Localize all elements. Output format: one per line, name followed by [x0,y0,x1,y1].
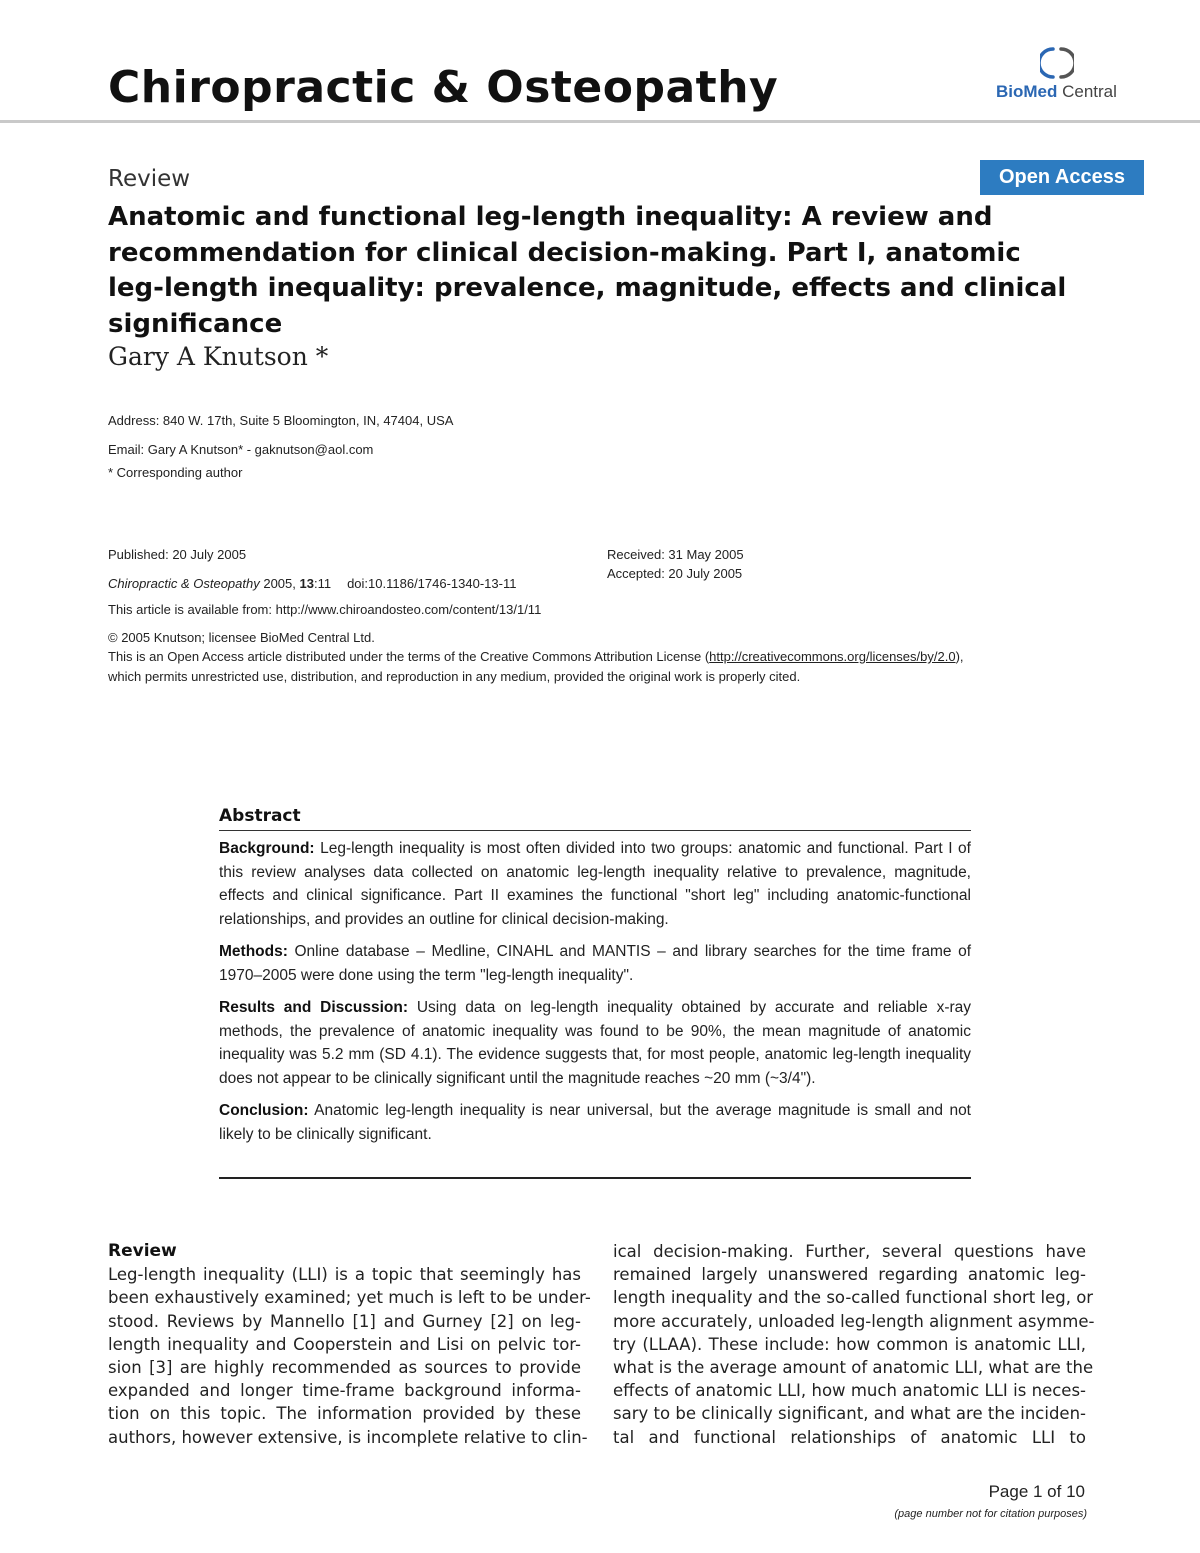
license-text [108,649,964,664]
article-title [108,200,1068,342]
author-email[interactable]: Email: Gary A Knutson* - gaknutson@aol.com [108,442,374,457]
license-prefix: This is an Open Access article distributed under the terms of the Creative Commons Attribution License ( [108,649,710,664]
title-line: recommendation for clinical decision-making. Part I, anatomic [108,237,1021,268]
body-line: length inequality and the so-called functional short leg, or [613,1288,1094,1308]
body-line: what is the average amount of anatomic LLI, what are the [613,1358,1094,1378]
body-line: Leg-length inequality (LLI) is a topic that seemingly has [108,1265,581,1285]
body-line: more accurately, unloaded leg-length alignment asymme- [613,1311,1095,1331]
abstract-text: Using data on leg-length inequality obtained by accurate and reliable x-ray methods, the prevalence of anatomic inequality was found to be 90%, the mean magnitude of anatomic inequality was 5.2 mm (SD 4.1). The evidence suggests that, for most people, anatomic leg-length inequality does not appear to be clinically significant until the magnitude reaches ~20 mm (~3/4"). [219,999,972,1087]
published-date: Published: 20 July 2005 [108,547,247,562]
article-url[interactable]: This article is available from: http://www.chiroandosteo.com/content/13/1/11 [108,602,542,617]
abstract-text: Anatomic leg-length inequality is near universal, but the average magnitude is small and not likely to be clinically significant. [219,1102,971,1143]
page-number: Page 1 of 10 [988,1482,1085,1501]
abstract-background [219,837,971,931]
journal-title: Chiropractic & Osteopathy [108,62,779,113]
title-line: Anatomic and functional leg-length inequality: A review and [108,202,993,232]
publisher-name-bio: BioMed [996,82,1058,101]
body-line: ical decision-making. Further, several questions have [613,1242,1086,1261]
publisher-name [996,82,1117,102]
open-access-badge: Open Access [980,160,1144,195]
received-date: Received: 31 May 2005 [607,547,744,562]
citation-journal: Chiropractic & Osteopathy [108,576,260,591]
abstract-results [219,996,971,1090]
title-line: leg-length inequality: prevalence, magnitude, effects and clinical [108,273,1067,303]
copyright: © 2005 Knutson; licensee BioMed Central Ltd. [108,630,375,645]
body-line: try (LLAA). These include: how common is anatomic LLI, [613,1334,1086,1354]
body-line: tion on this topic. The information provided by these [108,1404,581,1424]
title-line: significance [108,308,283,339]
abstract-bottom-rule [219,1177,971,1179]
body-line: been exhaustively examined; yet much is left to be under- [108,1288,591,1308]
publisher-name-central: Central [1057,82,1117,101]
body-line: authors, however extensive, is incomplete relative to clin- [108,1427,588,1447]
citation-volume: 13 [299,576,314,591]
section-heading: Review [108,1241,177,1261]
license-text-line2: which permits unrestricted use, distribution, and reproduction in any medium, provided the original work is properly cited. [108,669,801,684]
abstract [219,806,971,1155]
abstract-top-rule [219,830,971,831]
license-link[interactable]: http://creativecommons.org/licenses/by/2.0 [709,649,956,664]
body-line: expanded and longer time-frame background informa- [108,1381,581,1401]
abstract-label: Methods: [219,943,288,960]
abstract-heading: Abstract [219,806,301,826]
body-column-right [613,1240,1095,1449]
biomed-swirl-icon [1040,46,1074,80]
article-type: Review [108,166,191,192]
author-address: Address: 840 W. 17th, Suite 5 Bloomington, IN, 47404, USA [108,413,454,428]
corresponding-note: * Corresponding author [108,465,243,480]
body-line: length inequality and Cooperstein and Lisi on pelvic tor- [108,1334,581,1354]
abstract-conclusion [219,1099,971,1146]
abstract-label: Background: [219,840,315,857]
doi[interactable]: doi:10.1186/1746-1340-13-11 [347,576,517,591]
abstract-label: Conclusion: [219,1102,309,1119]
accepted-date: Accepted: 20 July 2005 [607,566,743,581]
citation-issue: :11 [313,576,332,591]
license-suffix: ), [955,649,964,664]
body-column-left [108,1240,591,1449]
author-name: Gary A Knutson * [108,342,329,371]
body-line: stood. Reviews by Mannello [1] and Gurney [2] on leg- [108,1311,581,1331]
body-line: remained largely unanswered regarding anatomic leg- [613,1265,1086,1285]
body-line: tal and functional relationships of anatomic LLI to [613,1427,1086,1447]
abstract-label: Results and Discussion: [219,999,409,1016]
page-number-note: (page number not for citation purposes) [894,1508,1087,1520]
citation-year: 2005, [259,576,300,591]
abstract-text: Leg-length inequality is most often divided into two groups: anatomic and functional. Part I of this review analyses data collected on anatomic leg-length inequality relative to prevalence, magnitude, effects and clinical significance. Part II examines the functional "short leg" including anatomic-functional relationships, and provides an outline for clinical decision-making. [219,840,971,928]
abstract-text: Online database – Medline, CINAHL and MANTIS – and library searches for the time frame of 1970–2005 were done using the term "leg-length inequality". [219,943,971,984]
body-line: sary to be clinically significant, and what are the inciden- [613,1404,1086,1424]
abstract-methods [219,940,971,987]
publisher-logo[interactable] [996,46,1136,106]
citation [108,576,516,591]
body-line: effects of anatomic LLI, how much anatomic LLI is neces- [613,1381,1086,1401]
body-line: sion [3] are highly recommended as sources to provide [108,1358,581,1378]
header-divider [0,120,1200,123]
